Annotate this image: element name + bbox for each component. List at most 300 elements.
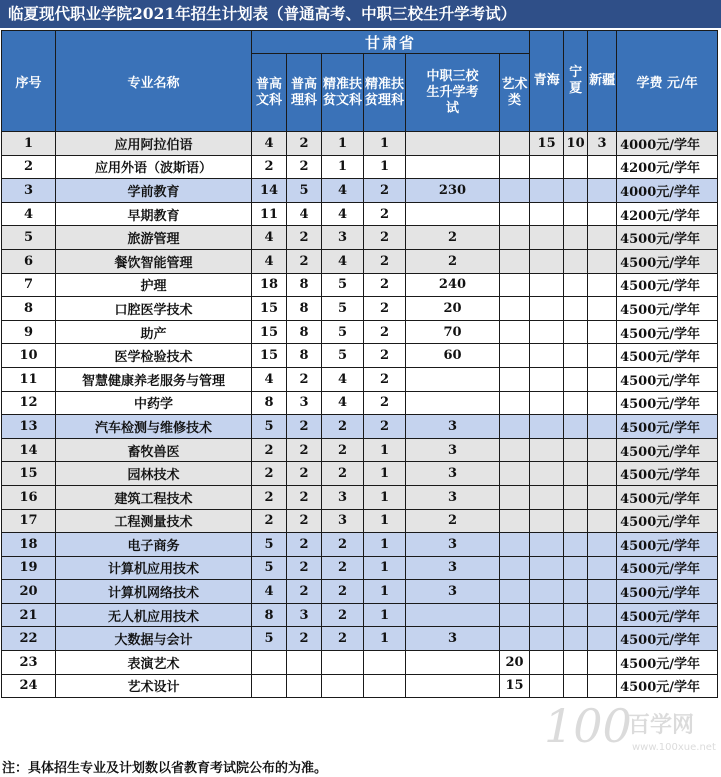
cell-ningxia (564, 320, 588, 344)
cell-ningxia (564, 485, 588, 509)
cell-gansu-wen: 11 (252, 202, 287, 226)
cell-seq: 7 (2, 273, 56, 297)
cell-gansu-fpli (364, 674, 406, 698)
cell-xinjiang (588, 320, 617, 344)
cell-gansu-art (500, 391, 530, 415)
cell-qinghai (530, 415, 564, 439)
cell-gansu-art (500, 509, 530, 533)
cell-gansu-fpli: 2 (364, 273, 406, 297)
cell-ningxia (564, 297, 588, 321)
cell-gansu-wen: 8 (252, 391, 287, 415)
cell-ningxia (564, 367, 588, 391)
cell-gansu-fpli: 1 (364, 603, 406, 627)
cell-gansu-fpwen: 5 (322, 297, 364, 321)
cell-xinjiang (588, 438, 617, 462)
cell-gansu-wen: 15 (252, 297, 287, 321)
cell-gansu-fpwen: 4 (322, 202, 364, 226)
cell-fee: 4500元/学年 (617, 226, 718, 250)
cell-gansu-wen: 14 (252, 179, 287, 203)
cell-ningxia (564, 273, 588, 297)
cell-gansu-wen: 5 (252, 533, 287, 557)
cell-xinjiang (588, 462, 617, 486)
cell-seq: 5 (2, 226, 56, 250)
cell-fee: 4500元/学年 (617, 320, 718, 344)
cell-seq: 24 (2, 674, 56, 698)
cell-major-name: 护理 (56, 273, 252, 297)
cell-gansu-zz: 20 (406, 297, 500, 321)
cell-gansu-fpwen (322, 651, 364, 675)
cell-seq: 2 (2, 155, 56, 179)
cell-qinghai (530, 556, 564, 580)
watermark-brand: 百学网 (628, 713, 695, 738)
cell-gansu-li (287, 651, 322, 675)
cell-gansu-zz: 3 (406, 438, 500, 462)
cell-gansu-li: 2 (287, 155, 322, 179)
cell-seq: 20 (2, 580, 56, 604)
cell-major-name: 早期教育 (56, 202, 252, 226)
cell-seq: 19 (2, 556, 56, 580)
cell-gansu-li: 3 (287, 603, 322, 627)
cell-gansu-wen: 2 (252, 438, 287, 462)
cell-ningxia (564, 155, 588, 179)
cell-gansu-art (500, 438, 530, 462)
cell-major-name: 园林技术 (56, 462, 252, 486)
cell-fee: 4500元/学年 (617, 485, 718, 509)
cell-ningxia (564, 651, 588, 675)
cell-ningxia (564, 556, 588, 580)
cell-xinjiang: 3 (588, 132, 617, 156)
table-row (2, 674, 718, 698)
cell-gansu-art (500, 344, 530, 368)
footnote: 注：具体招生专业及计划数以省教育考试院公布的为准。 (2, 761, 328, 776)
cell-ningxia (564, 462, 588, 486)
cell-ningxia (564, 580, 588, 604)
table-row (2, 415, 718, 439)
cell-gansu-fpli: 2 (364, 249, 406, 273)
cell-major-name: 餐饮智能管理 (56, 249, 252, 273)
cell-gansu-wen: 4 (252, 226, 287, 250)
cell-fee: 4000元/学年 (617, 132, 718, 156)
cell-gansu-zz: 3 (406, 462, 500, 486)
cell-xinjiang (588, 155, 617, 179)
cell-xinjiang (588, 556, 617, 580)
cell-gansu-li: 2 (287, 509, 322, 533)
cell-qinghai (530, 674, 564, 698)
cell-xinjiang (588, 226, 617, 250)
cell-gansu-fpli: 2 (364, 415, 406, 439)
cell-ningxia (564, 391, 588, 415)
cell-qinghai (530, 603, 564, 627)
cell-qinghai (530, 509, 564, 533)
cell-gansu-zz: 3 (406, 415, 500, 439)
cell-gansu-li (287, 674, 322, 698)
table-row (2, 627, 718, 651)
header-gansu-fpwen: 精准扶贫文科 (322, 54, 364, 132)
cell-gansu-art (500, 556, 530, 580)
table-row (2, 603, 718, 627)
cell-xinjiang (588, 674, 617, 698)
cell-ningxia (564, 627, 588, 651)
table-row (2, 462, 718, 486)
cell-gansu-fpli: 1 (364, 556, 406, 580)
cell-fee: 4500元/学年 (617, 462, 718, 486)
cell-ningxia (564, 438, 588, 462)
cell-fee: 4500元/学年 (617, 627, 718, 651)
cell-seq: 15 (2, 462, 56, 486)
cell-gansu-art (500, 155, 530, 179)
cell-gansu-fpli: 2 (364, 179, 406, 203)
cell-seq: 16 (2, 485, 56, 509)
cell-gansu-li: 2 (287, 367, 322, 391)
table-row (2, 509, 718, 533)
cell-gansu-fpwen: 5 (322, 320, 364, 344)
cell-major-name: 计算机应用技术 (56, 556, 252, 580)
cell-qinghai (530, 485, 564, 509)
cell-fee: 4000元/学年 (617, 179, 718, 203)
table-row (2, 249, 718, 273)
cell-gansu-li: 5 (287, 179, 322, 203)
cell-gansu-wen: 2 (252, 509, 287, 533)
cell-gansu-art: 15 (500, 674, 530, 698)
cell-gansu-art (500, 273, 530, 297)
cell-gansu-art: 20 (500, 651, 530, 675)
cell-major-name: 智慧健康养老服务与管理 (56, 367, 252, 391)
cell-gansu-fpli: 1 (364, 438, 406, 462)
cell-ningxia (564, 202, 588, 226)
table-row (2, 273, 718, 297)
cell-gansu-zz: 230 (406, 179, 500, 203)
cell-gansu-li: 2 (287, 249, 322, 273)
cell-gansu-art (500, 132, 530, 156)
cell-major-name: 医学检验技术 (56, 344, 252, 368)
cell-qinghai (530, 273, 564, 297)
cell-qinghai (530, 226, 564, 250)
cell-gansu-art (500, 320, 530, 344)
table-body (2, 132, 718, 698)
table-row (2, 391, 718, 415)
cell-gansu-fpwen: 2 (322, 533, 364, 557)
cell-gansu-art (500, 202, 530, 226)
cell-ningxia (564, 344, 588, 368)
cell-gansu-fpwen: 2 (322, 438, 364, 462)
cell-major-name: 艺术设计 (56, 674, 252, 698)
cell-gansu-wen: 15 (252, 344, 287, 368)
cell-gansu-li: 2 (287, 226, 322, 250)
cell-fee: 4500元/学年 (617, 344, 718, 368)
cell-gansu-art (500, 415, 530, 439)
cell-ningxia (564, 674, 588, 698)
cell-gansu-fpli: 1 (364, 627, 406, 651)
cell-gansu-fpli: 1 (364, 155, 406, 179)
cell-xinjiang (588, 533, 617, 557)
cell-gansu-fpwen: 1 (322, 132, 364, 156)
cell-gansu-art (500, 226, 530, 250)
table-row (2, 320, 718, 344)
cell-xinjiang (588, 415, 617, 439)
cell-seq: 22 (2, 627, 56, 651)
cell-gansu-wen: 18 (252, 273, 287, 297)
header-xinjiang: 新疆 (588, 31, 617, 132)
cell-gansu-fpwen: 4 (322, 249, 364, 273)
cell-xinjiang (588, 627, 617, 651)
cell-qinghai (530, 249, 564, 273)
table-row (2, 367, 718, 391)
cell-gansu-wen: 2 (252, 462, 287, 486)
cell-ningxia (564, 533, 588, 557)
table-row (2, 485, 718, 509)
cell-fee: 4500元/学年 (617, 509, 718, 533)
cell-major-name: 无人机应用技术 (56, 603, 252, 627)
table-row (2, 297, 718, 321)
header-major: 专业名称 (56, 31, 252, 132)
cell-gansu-zz: 2 (406, 226, 500, 250)
cell-seq: 1 (2, 132, 56, 156)
cell-gansu-fpli: 1 (364, 132, 406, 156)
cell-qinghai (530, 438, 564, 462)
cell-gansu-fpwen: 3 (322, 226, 364, 250)
cell-major-name: 建筑工程技术 (56, 485, 252, 509)
table-row (2, 556, 718, 580)
cell-fee: 4500元/学年 (617, 249, 718, 273)
table-row (2, 533, 718, 557)
cell-fee: 4500元/学年 (617, 533, 718, 557)
table-row (2, 226, 718, 250)
cell-gansu-wen: 8 (252, 603, 287, 627)
cell-qinghai (530, 627, 564, 651)
cell-xinjiang (588, 202, 617, 226)
cell-gansu-fpwen: 2 (322, 603, 364, 627)
cell-gansu-wen: 5 (252, 556, 287, 580)
header-gansu-zz: 中职三校生升学考试 (406, 54, 500, 132)
cell-xinjiang (588, 509, 617, 533)
header-fee: 学费 元/年 (617, 31, 718, 132)
cell-gansu-fpwen: 2 (322, 462, 364, 486)
cell-gansu-fpli: 2 (364, 226, 406, 250)
cell-fee: 4500元/学年 (617, 580, 718, 604)
cell-major-name: 口腔医学技术 (56, 297, 252, 321)
cell-gansu-wen: 15 (252, 320, 287, 344)
cell-ningxia (564, 509, 588, 533)
cell-xinjiang (588, 249, 617, 273)
cell-gansu-art (500, 580, 530, 604)
table-row (2, 132, 718, 156)
cell-gansu-fpli: 1 (364, 485, 406, 509)
cell-gansu-zz: 3 (406, 580, 500, 604)
cell-gansu-wen: 4 (252, 132, 287, 156)
cell-ningxia (564, 226, 588, 250)
cell-gansu-fpwen: 5 (322, 273, 364, 297)
cell-gansu-fpwen: 3 (322, 509, 364, 533)
cell-qinghai (530, 391, 564, 415)
cell-gansu-fpwen: 2 (322, 415, 364, 439)
cell-major-name: 畜牧兽医 (56, 438, 252, 462)
cell-gansu-wen: 2 (252, 155, 287, 179)
cell-seq: 13 (2, 415, 56, 439)
cell-qinghai (530, 580, 564, 604)
cell-gansu-zz (406, 674, 500, 698)
cell-gansu-art (500, 179, 530, 203)
cell-gansu-zz: 240 (406, 273, 500, 297)
cell-gansu-fpwen: 5 (322, 344, 364, 368)
cell-qinghai (530, 462, 564, 486)
cell-gansu-zz (406, 651, 500, 675)
cell-gansu-zz (406, 603, 500, 627)
cell-gansu-zz (406, 202, 500, 226)
cell-xinjiang (588, 344, 617, 368)
cell-seq: 4 (2, 202, 56, 226)
cell-fee: 4500元/学年 (617, 367, 718, 391)
cell-major-name: 助产 (56, 320, 252, 344)
cell-xinjiang (588, 651, 617, 675)
page-title: 临夏现代职业学院2021年招生计划表（普通高考、中职三校生升学考试） (0, 0, 721, 28)
cell-gansu-fpli: 2 (364, 297, 406, 321)
cell-gansu-li: 8 (287, 320, 322, 344)
cell-gansu-art (500, 367, 530, 391)
cell-gansu-zz: 2 (406, 509, 500, 533)
table-row (2, 344, 718, 368)
cell-gansu-fpli: 2 (364, 320, 406, 344)
header-gansu-fpli: 精准扶贫理科 (364, 54, 406, 132)
cell-seq: 12 (2, 391, 56, 415)
cell-gansu-li: 2 (287, 415, 322, 439)
cell-major-name: 表演艺术 (56, 651, 252, 675)
cell-seq: 6 (2, 249, 56, 273)
table-row (2, 438, 718, 462)
cell-fee: 4500元/学年 (617, 415, 718, 439)
cell-gansu-zz: 3 (406, 485, 500, 509)
cell-qinghai (530, 533, 564, 557)
cell-xinjiang (588, 297, 617, 321)
cell-gansu-fpwen: 2 (322, 556, 364, 580)
table-row (2, 179, 718, 203)
cell-gansu-li: 2 (287, 485, 322, 509)
cell-seq: 17 (2, 509, 56, 533)
cell-ningxia (564, 179, 588, 203)
cell-gansu-fpwen: 4 (322, 391, 364, 415)
cell-gansu-fpli: 1 (364, 580, 406, 604)
cell-xinjiang (588, 179, 617, 203)
cell-major-name: 电子商务 (56, 533, 252, 557)
cell-gansu-art (500, 462, 530, 486)
cell-fee: 4500元/学年 (617, 391, 718, 415)
cell-gansu-zz: 3 (406, 556, 500, 580)
cell-seq: 11 (2, 367, 56, 391)
cell-gansu-fpli: 2 (364, 367, 406, 391)
cell-major-name: 旅游管理 (56, 226, 252, 250)
cell-ningxia: 10 (564, 132, 588, 156)
cell-gansu-wen (252, 651, 287, 675)
cell-qinghai: 15 (530, 132, 564, 156)
cell-qinghai (530, 297, 564, 321)
cell-gansu-zz: 2 (406, 249, 500, 273)
cell-ningxia (564, 415, 588, 439)
cell-seq: 10 (2, 344, 56, 368)
cell-xinjiang (588, 273, 617, 297)
cell-fee: 4500元/学年 (617, 556, 718, 580)
header-gansu: 甘肃省 (252, 31, 530, 54)
cell-gansu-zz (406, 132, 500, 156)
cell-gansu-li: 2 (287, 132, 322, 156)
cell-xinjiang (588, 367, 617, 391)
cell-seq: 21 (2, 603, 56, 627)
cell-gansu-art (500, 627, 530, 651)
cell-gansu-wen: 5 (252, 627, 287, 651)
cell-gansu-fpwen: 4 (322, 367, 364, 391)
svg-text:100: 100 (544, 699, 632, 753)
header-seq: 序号 (2, 31, 56, 132)
cell-gansu-li: 2 (287, 556, 322, 580)
enrollment-plan-table (1, 30, 718, 698)
cell-gansu-fpli: 1 (364, 509, 406, 533)
header-ningxia: 宁夏 (564, 31, 588, 132)
cell-seq: 9 (2, 320, 56, 344)
cell-gansu-zz: 3 (406, 533, 500, 557)
cell-gansu-wen: 4 (252, 367, 287, 391)
cell-fee: 4200元/学年 (617, 202, 718, 226)
table-row (2, 651, 718, 675)
cell-seq: 3 (2, 179, 56, 203)
cell-gansu-fpwen: 3 (322, 485, 364, 509)
header-gansu-wen: 普高文科 (252, 54, 287, 132)
table-row (2, 580, 718, 604)
cell-fee: 4500元/学年 (617, 651, 718, 675)
cell-gansu-fpwen (322, 674, 364, 698)
cell-gansu-fpli: 1 (364, 462, 406, 486)
cell-fee: 4500元/学年 (617, 438, 718, 462)
cell-major-name: 汽车检测与维修技术 (56, 415, 252, 439)
cell-gansu-zz (406, 155, 500, 179)
cell-gansu-zz (406, 367, 500, 391)
cell-gansu-li: 8 (287, 273, 322, 297)
cell-gansu-fpwen: 2 (322, 627, 364, 651)
cell-gansu-fpli: 1 (364, 533, 406, 557)
cell-qinghai (530, 179, 564, 203)
cell-qinghai (530, 367, 564, 391)
cell-gansu-li: 3 (287, 391, 322, 415)
cell-xinjiang (588, 580, 617, 604)
cell-gansu-wen: 2 (252, 485, 287, 509)
cell-fee: 4500元/学年 (617, 603, 718, 627)
cell-gansu-wen: 4 (252, 249, 287, 273)
cell-gansu-art (500, 249, 530, 273)
header-qinghai: 青海 (530, 31, 564, 132)
cell-gansu-fpwen: 2 (322, 580, 364, 604)
cell-gansu-art (500, 485, 530, 509)
cell-gansu-fpwen: 1 (322, 155, 364, 179)
cell-fee: 4200元/学年 (617, 155, 718, 179)
cell-gansu-li: 8 (287, 344, 322, 368)
cell-seq: 23 (2, 651, 56, 675)
cell-seq: 18 (2, 533, 56, 557)
cell-gansu-art (500, 297, 530, 321)
cell-gansu-li: 2 (287, 462, 322, 486)
cell-seq: 14 (2, 438, 56, 462)
cell-gansu-li: 2 (287, 533, 322, 557)
cell-gansu-fpwen: 4 (322, 179, 364, 203)
table-row (2, 202, 718, 226)
cell-major-name: 工程测量技术 (56, 509, 252, 533)
cell-major-name: 中药学 (56, 391, 252, 415)
cell-gansu-wen: 4 (252, 580, 287, 604)
cell-gansu-zz (406, 391, 500, 415)
header-gansu-li: 普高理科 (287, 54, 322, 132)
cell-gansu-li: 2 (287, 580, 322, 604)
cell-major-name: 学前教育 (56, 179, 252, 203)
cell-gansu-wen (252, 674, 287, 698)
cell-gansu-zz: 70 (406, 320, 500, 344)
cell-fee: 4500元/学年 (617, 273, 718, 297)
cell-gansu-li: 8 (287, 297, 322, 321)
